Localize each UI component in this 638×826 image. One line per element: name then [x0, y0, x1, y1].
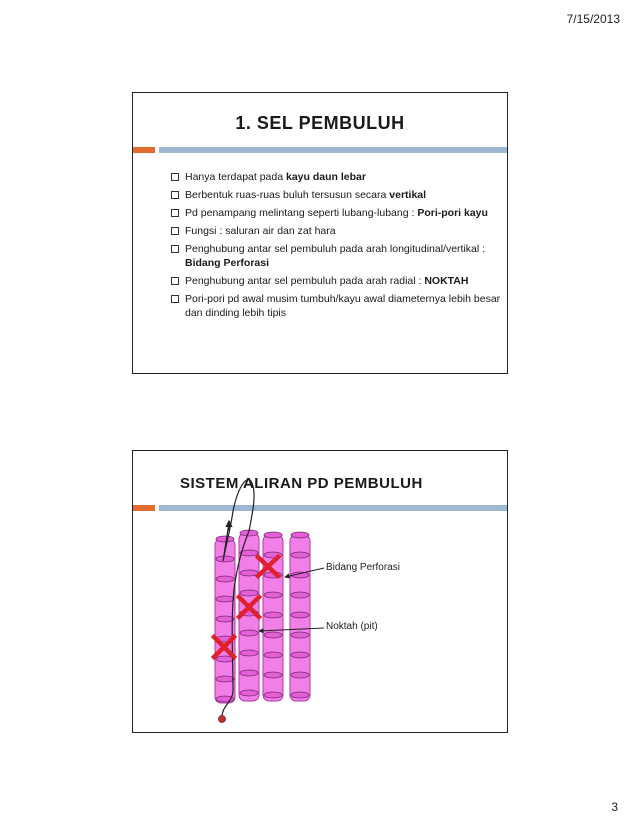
perforation-plate: [291, 672, 309, 678]
bullet-bold-text: kayu daun lebar: [286, 171, 366, 183]
perforation-plate: [216, 676, 234, 682]
perforation-plate: [216, 576, 234, 582]
slide-2: [132, 450, 508, 733]
bullet-bold-text: NOKTAH: [424, 275, 469, 287]
bullet-item: [171, 224, 501, 238]
bullet-list: [171, 170, 501, 324]
perforation-plate: [216, 616, 234, 622]
bullet-square-icon: [171, 295, 179, 303]
label-perforation: Bidang Perforasi: [326, 562, 400, 573]
bullet-bold-text: Pori-pori kayu: [417, 207, 488, 219]
perforation-plate: [240, 550, 258, 556]
bullet-square-icon: [171, 245, 179, 253]
bullet-item: [171, 170, 501, 184]
perforation-plate: [264, 652, 282, 658]
label-pit: Noktah (pit): [326, 621, 378, 632]
bullet-item: [171, 242, 501, 270]
perforation-plate: [291, 552, 309, 558]
bullet-text: Pd penampang melintang seperti lubang-lubang :: [185, 207, 418, 219]
vessel-flow-diagram: [133, 451, 507, 732]
page-date: 7/15/2013: [566, 12, 620, 26]
bullet-text: Fungsi : saluran air dan zat hara: [185, 225, 336, 237]
bullet-bold-text: vertikal: [389, 189, 427, 201]
perforation-plate: [291, 592, 309, 598]
perforation-plate: [264, 532, 282, 538]
bullet-square-icon: [171, 209, 179, 217]
bullet-text: Hanya terdapat pada: [185, 171, 286, 183]
perforation-plate: [291, 612, 309, 618]
perforation-plate: [264, 592, 282, 598]
page-number: 3: [611, 800, 618, 814]
perforation-plate: [291, 632, 309, 638]
bullet-square-icon: [171, 173, 179, 181]
perforation-plate: [216, 556, 234, 562]
bullet-square-icon: [171, 227, 179, 235]
slide-1-title: 1. SEL PEMBULUH: [235, 113, 405, 133]
title-divider: [133, 147, 507, 153]
divider-orange-accent: [133, 147, 155, 153]
perforation-plate: [240, 570, 258, 576]
bullet-square-icon: [171, 277, 179, 285]
bullet-text: Penghubung antar sel pembuluh pada arah longitudinal/vertikal :: [185, 243, 486, 255]
perforation-plate: [264, 692, 282, 698]
slide-1: [132, 92, 508, 374]
perforation-plate: [264, 632, 282, 638]
perforation-plate: [240, 670, 258, 676]
vessel-elements: [215, 530, 310, 703]
divider-blue-bar: [159, 147, 507, 153]
perforation-plate: [264, 612, 282, 618]
perforation-plate: [291, 692, 309, 698]
perforation-plate: [240, 690, 258, 696]
bullet-square-icon: [171, 191, 179, 199]
bullet-text: Penghubung antar sel pembuluh pada arah radial :: [185, 275, 425, 287]
slide-2-title: SISTEM ALIRAN PD PEMBULUH: [180, 475, 423, 492]
perforation-plate: [240, 630, 258, 636]
bullet-item: [171, 292, 501, 320]
perforation-plate: [291, 652, 309, 658]
flow-start-droplet-icon: [219, 716, 226, 723]
perforation-plate: [216, 536, 234, 542]
bullet-item: [171, 274, 501, 288]
perforation-plate: [240, 590, 258, 596]
perforation-plate: [216, 596, 234, 602]
bullet-text: Pori-pori pd awal musim tumbuh/kayu awal diameternya lebih besar dan dinding lebih tipis: [185, 293, 501, 319]
bullet-bold-text: Bidang Perforasi: [185, 257, 270, 269]
perforation-plate: [240, 650, 258, 656]
bullet-item: [171, 188, 501, 202]
bullet-text: Berbentuk ruas-ruas buluh tersusun secara: [185, 189, 390, 201]
perforation-plate: [291, 532, 309, 538]
perforation-plate: [264, 672, 282, 678]
bullet-item: [171, 206, 501, 220]
